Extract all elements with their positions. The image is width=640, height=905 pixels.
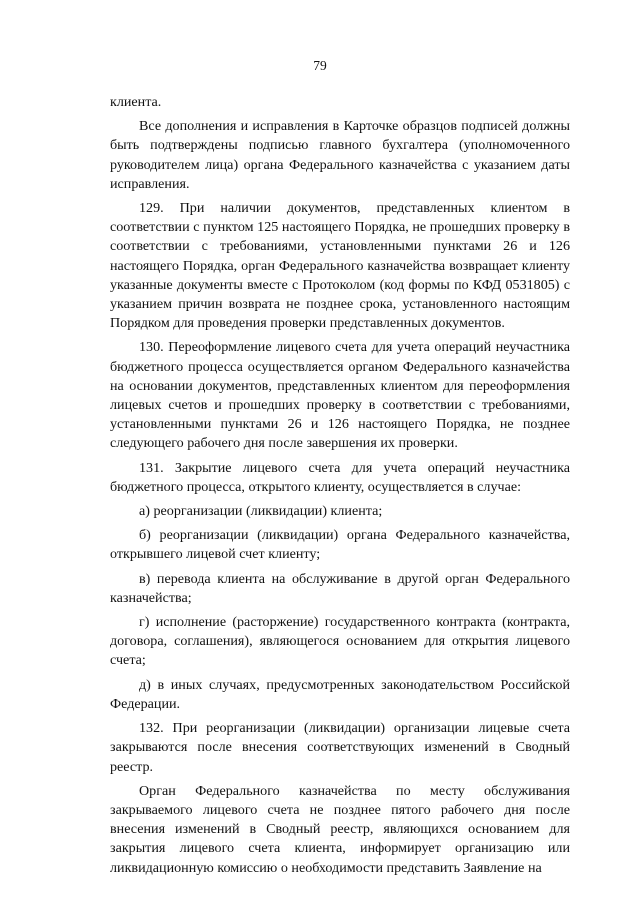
paragraph-130: 130. Переоформление лицевого счета для учета операций неучастника бюджетного процесса осуществляется органом Федерального казначейства на основании документов, представленных клиентом для переоформления лицевых счетов и прошедших проверку в соответствии с требованиями, установленными пунктами 26 и 126 настоящего Порядка, не позднее следующего рабочего дня после завершения их проверки.: [110, 339, 570, 452]
paragraph-continuation: клиента.: [110, 94, 162, 110]
list-item-d: д) в иных случаях, предусмотренных законодательством Российской Федерации.: [110, 676, 570, 712]
paragraph-132: 132. При реорганизации (ликвидации) организации лицевые счета закрываются после внесения соответствующих изменений в Сводный реестр.: [110, 720, 570, 775]
paragraph-signature-card-corrections: Все дополнения и исправления в Карточке образцов подписей должны быть подтверждены подписью главного бухгалтера (уполномоченного руководителем лица) органа Федерального казначейства с указанием даты исправления.: [110, 118, 570, 192]
paragraph-129: 129. При наличии документов, представленных клиентом в соответствии с пунктом 125 настоящего Порядка, не прошедших проверку в соответствии с требованиями, установленными пунктами 26 и 126 настоящего Порядка, орган Федерального казначейства возвращает клиенту указанные документы вместе с Протоколом (код формы по КФД 0531805) с указанием причин возврата не позднее срока, установленного настоящим Порядком для проведения проверки представленных документов.: [110, 200, 570, 332]
document-body: [110, 93, 570, 878]
paragraph-131: 131. Закрытие лицевого счета для учета операций неучастника бюджетного процесса, открытого клиенту, осуществляется в случае:: [110, 459, 570, 495]
list-item-v: в) перевода клиента на обслуживание в другой орган Федерального казначейства;: [110, 570, 570, 606]
page-number: 79: [313, 58, 327, 73]
paragraph-treasury-notification: Орган Федерального казначейства по месту обслуживания закрываемого лицевого счета не позднее пятого рабочего дня после внесения изменений в Сводный реестр, являющихся основанием для закрытия лицевого счета клиента, информирует организацию или ликвидационную комиссию о необходимости представить Заявление на: [110, 782, 570, 876]
list-item-g: г) исполнение (расторжение) государственного контракта (контракта, договора, соглашения), являющегося основанием для открытия лицевого счета;: [110, 614, 570, 669]
list-item-a: а) реорганизации (ликвидации) клиента;: [139, 503, 383, 520]
list-item-b: б) реорганизации (ликвидации) органа Федерального казначейства, открывшего лицевой счет клиенту;: [110, 527, 570, 563]
